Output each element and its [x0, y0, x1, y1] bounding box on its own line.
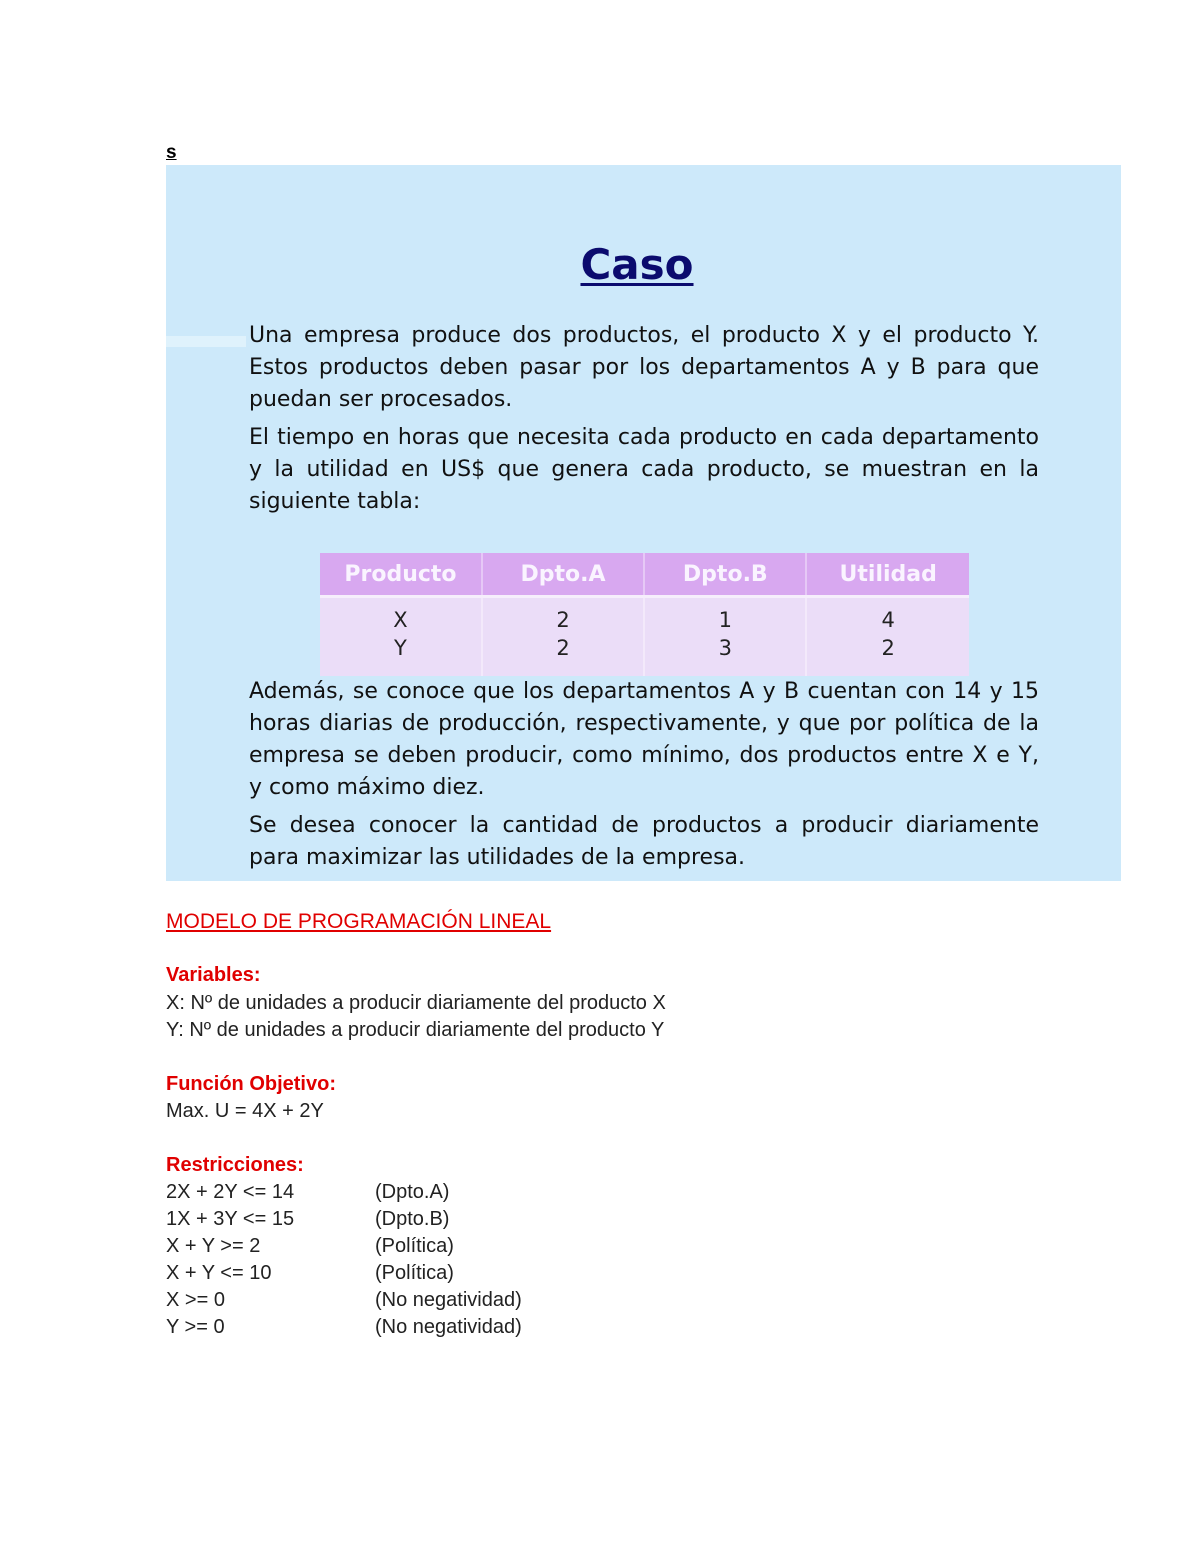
case-paragraph-3: Además, se conoce que los departamentos A y B cuentan con 14 y 15 horas diarias de producción, respectivamente, y que por política de la empresa se deben producir, como mínimo, dos productos entre X e Y, y como máximo diez. [249, 679, 1039, 800]
product-table [320, 553, 969, 676]
model-heading: MODELO DE PROGRAMACIÓN LINEAL [166, 910, 552, 933]
table-cell [482, 597, 644, 677]
case-title: Caso [580, 240, 694, 289]
variables-label: Variables: [166, 964, 261, 986]
objective-function: Max. U = 4X + 2Y [166, 1100, 324, 1122]
restriction-note: (Dpto.B) [375, 1208, 450, 1230]
variable-line: Y: Nº de unidades a producir diariamente del producto Y [166, 1019, 665, 1041]
restriction-note: (No negatividad) [375, 1289, 522, 1311]
case-paragraph-4: Se desea conocer la cantidad de productos a producir diariamente para maximizar las utilidades de la empresa. [249, 813, 1039, 870]
cell-value: X [393, 608, 408, 632]
table-cell [320, 597, 482, 677]
cell-value: Y [394, 636, 407, 660]
table-cell [806, 597, 969, 677]
table-header: Dpto.A [482, 553, 644, 597]
restriction-note: (Dpto.A) [375, 1181, 450, 1203]
cell-value: 2 [881, 636, 895, 660]
restriction-note: (No negatividad) [375, 1316, 522, 1338]
cell-value: 1 [718, 608, 732, 632]
cell-value: 2 [556, 608, 570, 632]
restriction-expression: X >= 0 [166, 1289, 225, 1311]
top-mark: s [166, 142, 177, 163]
restriction-expression: 1X + 3Y <= 15 [166, 1208, 295, 1230]
cell-value: 2 [556, 636, 570, 660]
table-row [320, 597, 969, 677]
restriction-expression: Y >= 0 [166, 1316, 225, 1338]
case-paragraph-2: El tiempo en horas que necesita cada producto en cada departamento y la utilidad en US$ que genera cada producto, se muestran en la siguiente tabla: [249, 425, 1039, 514]
restriction-note: (Política) [375, 1235, 454, 1257]
table-header: Producto [320, 553, 482, 597]
table-header: Dpto.B [644, 553, 806, 597]
cell-value: 3 [718, 636, 732, 660]
variable-line: X: Nº de unidades a producir diariamente del producto X [166, 992, 666, 1014]
decorative-stripe [166, 336, 246, 347]
table-header-row [320, 553, 969, 597]
restriction-expression: 2X + 2Y <= 14 [166, 1181, 295, 1203]
case-paragraph-1: Una empresa produce dos productos, el producto X y el producto Y. Estos productos deben pasar por los departamentos A y B para que puedan ser procesados. [249, 323, 1039, 412]
objective-label: Función Objetivo: [166, 1073, 336, 1095]
restriction-note: (Política) [375, 1262, 454, 1284]
restriction-expression: X + Y >= 2 [166, 1235, 261, 1257]
table-cell [644, 597, 806, 677]
table-header: Utilidad [806, 553, 969, 597]
restriction-expression: X + Y <= 10 [166, 1262, 272, 1284]
restrictions-label: Restricciones: [166, 1154, 304, 1176]
cell-value: 4 [881, 608, 895, 632]
